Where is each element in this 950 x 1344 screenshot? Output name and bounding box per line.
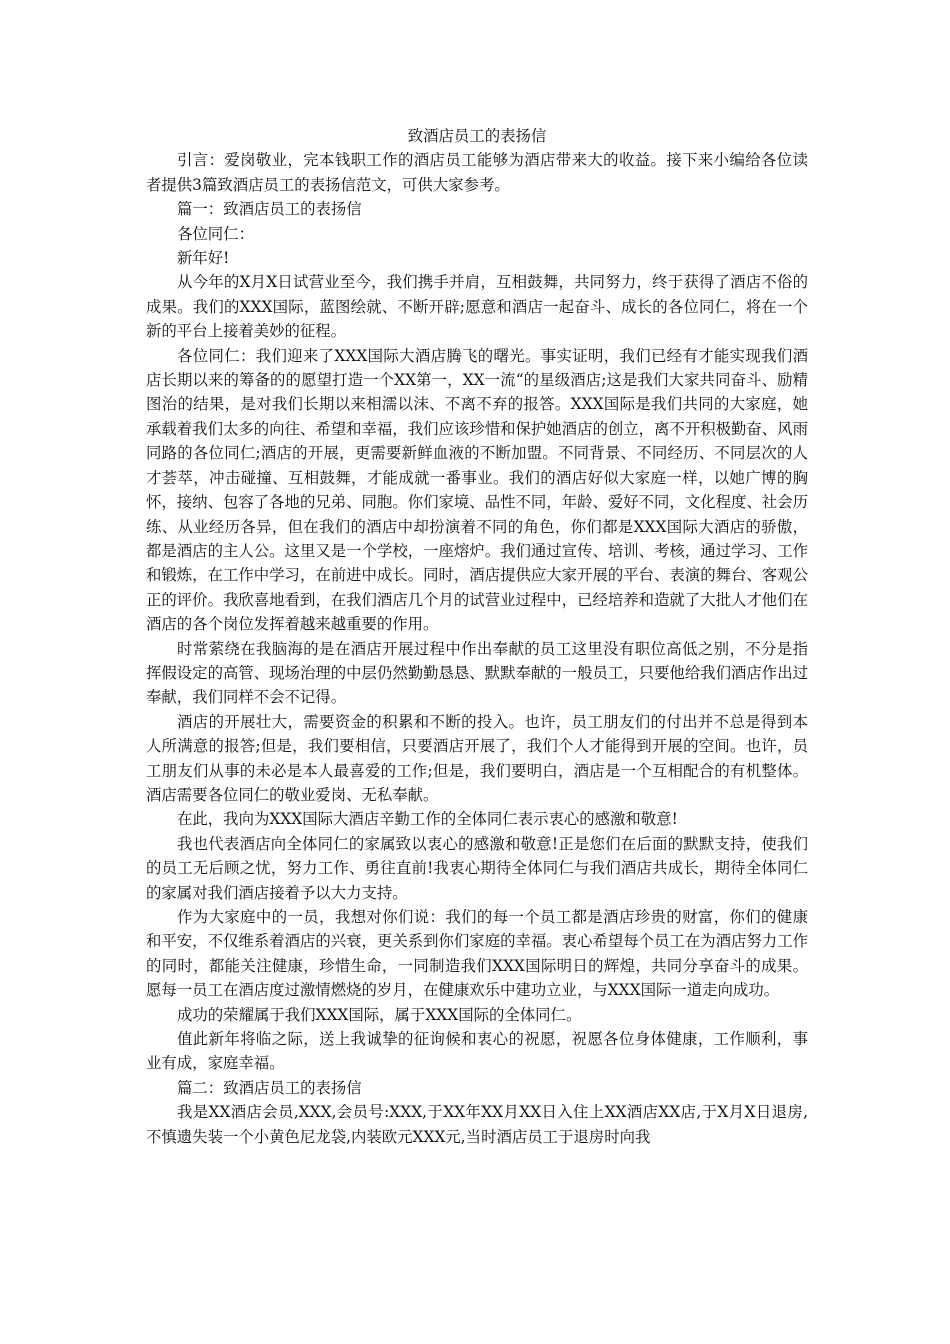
body-paragraph: 时常萦绕在我脑海的是在酒店开展过程中作出奉献的员工这里没有职位高低之别，不分是指挥假设定的高管、现场治理的中层仍然勤勤恳恳、默默奉献的一般员工，只要他给我们酒店作出过奉献，我们同样不会不记得。	[146, 639, 808, 707]
body-paragraph: 酒店的开展壮大，需要资金的积累和不断的投入。也许，员工朋友们的付出并不总是得到本人所满意的报答;但是，我们要相信，只要酒店开展了，我们个人才能得到开展的空间。也许，员工朋友们从事的未必是本人最喜爱的工作;但是，我们要明白，酒店是一个互相配合的有机整体。酒店需要各位同仁的敬业爱岗、无私奉献。	[146, 712, 808, 804]
body-paragraph: 我也代表酒店向全体同仁的家属致以衷心的感激和敬意!正是您们在后面的默默支持，使我们的员工无后顾之忧，努力工作、勇往直前!我衷心期待全体同仁与我们酒店共成长，期待全体同仁的家属对我们酒店接着予以大力支持。	[146, 834, 808, 902]
document-page	[146, 124, 808, 1149]
greeting: 新年好!	[177, 249, 230, 268]
body-paragraph: 从今年的X月X日试营业至今，我们携手并肩，互相鼓舞，共同努力，终于获得了酒店不俗的成果。我们的XXX国际，蓝图绘就、不断开辟;愿意和酒店一起奋斗、成长的各位同仁，将在一个新的平台上接着美妙的征程。	[146, 273, 808, 341]
salutation: 各位同仁：	[177, 224, 254, 243]
body-paragraph: 在此，我向为XXX国际大酒店辛勤工作的全体同仁表示衷心的感激和敬意!	[177, 810, 678, 829]
body-paragraph: 我是XX酒店会员,XXX,会员号:XXX,于XX年XX月XX日入住上XX酒店XX店,于X月X日退房,不慎遗失装一个小黄色尼龙袋,内装欧元XXX元,当时酒店员工于退房时向我	[146, 1103, 808, 1146]
body-paragraph: 各位同仁：我们迎来了XXX国际大酒店腾飞的曙光。事实证明，我们已经有才能实现我们酒店长期以来的筹备的的愿望打造一个XX第一，XX一流“的星级酒店;这是我们大家共同奋斗、励精图治的结果，是对我们长期以来相濡以沫、不离不弃的报答。XXX国际是我们共同的大家庭，她承载着我们太多的向往、希望和幸福，我们应该珍惜和保护她酒店的创立，离不开积极勤奋、风雨同路的各位同仁;酒店的开展，更需要新鲜血液的不断加盟。不同背景、不同经历、不同层次的人才荟萃，冲击碰撞、互相鼓舞，才能成就一番事业。我们的酒店好似大家庭一样，以她广博的胸怀，接纳、包容了各地的兄弟、同胞。你们家境、品性不同，年龄、爱好不同，文化程度、社会历练、从业经历各异，但在我们的酒店中却扮演着不同的角色，你们都是XXX国际大酒店的骄傲，都是酒店的主人公。这里又是一个学校，一座熔炉。我们通过宣传、培训、考核，通过学习、工作和锻炼，在工作中学习，在前进中成长。同时，酒店提供应大家开展的平台、表演的舞台、客观公正的评价。我欣喜地看到，在我们酒店几个月的试营业过程中，已经培养和造就了大批人才他们在酒店的各个岗位发挥着越来越重要的作用。	[146, 346, 808, 634]
body-paragraph: 值此新年将临之际，送上我诚挚的征询候和衷心的祝愿，祝愿各位身体健康，工作顺利，事业有成，家庭幸福。	[146, 1030, 808, 1073]
body-paragraph: 成功的荣耀属于我们XXX国际，属于XXX国际的全体同仁。	[177, 1005, 582, 1024]
intro-paragraph: 引言：爱岗敬业，完本钱职工作的酒店员工能够为酒店带来大的收益。接下来小编给各位读者提供3篇致酒店员工的表扬信范文，可供大家参考。	[146, 151, 808, 194]
section-heading-2: 篇二：致酒店员工的表扬信	[177, 1078, 362, 1097]
section-heading-1: 篇一：致酒店员工的表扬信	[177, 200, 362, 219]
document-title: 致酒店员工的表扬信	[407, 127, 547, 145]
body-paragraph: 作为大家庭中的一员，我想对你们说：我们的每一个员工都是酒店珍贵的财富，你们的健康和平安，不仅维系着酒店的兴衰，更关系到你们家庭的幸福。衷心希望每个员工在为酒店努力工作的同时，都能关注健康，珍惜生命，一同制造我们XXX国际明日的辉煌，共同分享奋斗的成果。愿每一员工在酒店度过激情燃烧的岁月，在健康欢乐中建功立业，与XXX国际一道走向成功。	[146, 908, 808, 1000]
